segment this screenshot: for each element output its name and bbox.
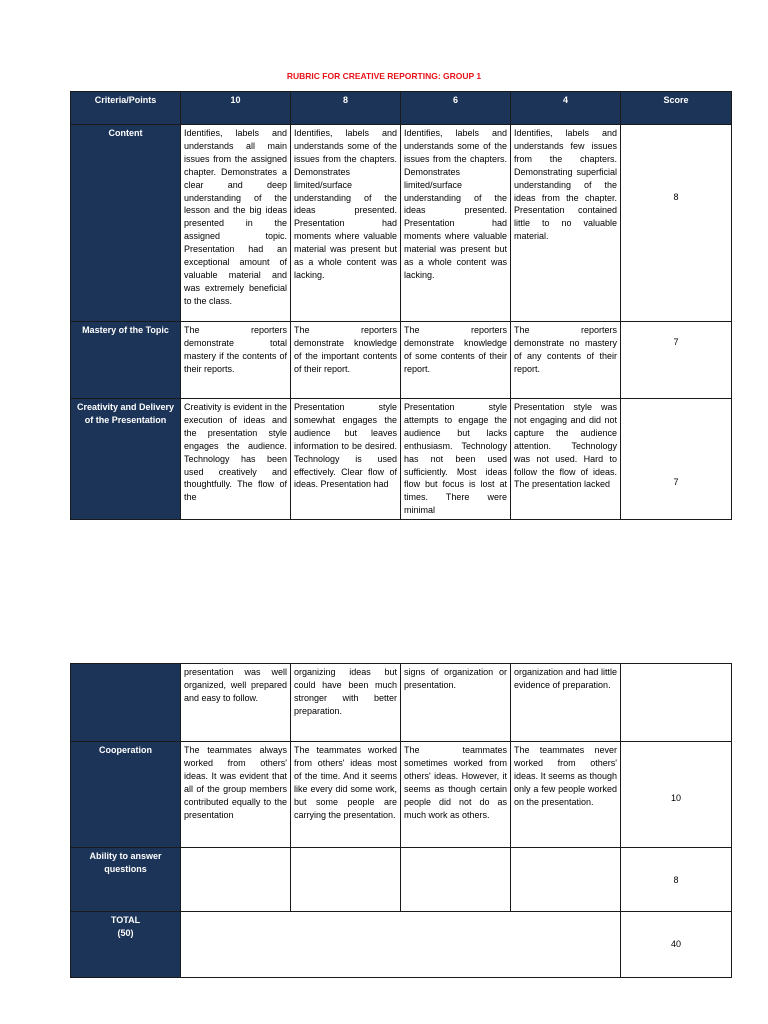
questions-4 xyxy=(511,848,621,912)
creativity-cont-4: organization and had little evidence of preparation. xyxy=(511,664,621,742)
content-10: Identifies, labels and understands all main issues from the assigned chapter. Demonstrates a clear and deep understanding of the lesson and the big ideas presented in the assigned topic. Presentation had an exceptional amount of valuable material and was extremely beneficial to the class. xyxy=(181,125,291,322)
rubric-table-page2 xyxy=(70,663,732,978)
score-creativity-continued xyxy=(621,664,732,742)
mastery-10: The reporters demonstrate total mastery if the contents of their reports. xyxy=(181,322,291,399)
header-score: Score xyxy=(621,92,732,125)
table-row xyxy=(71,399,732,520)
cooperation-8: The teammates worked from others' ideas most of the time. And it seems like every did some work, but some people are carrying the presentation. xyxy=(291,742,401,848)
table-row xyxy=(71,664,732,742)
header-10: 10 xyxy=(181,92,291,125)
criteria-questions: Ability to answer questions xyxy=(71,848,181,912)
creativity-8: Presentation style somewhat engages the audience but leaves information to be desired. Technology is used effectively. Clear flow of ideas. Presentation had xyxy=(291,399,401,520)
table-row xyxy=(71,125,732,322)
cooperation-10: The teammates always worked from others' ideas. It was evident that all of the group members contributed equally to the presentation xyxy=(181,742,291,848)
total-sublabel: (50) xyxy=(117,927,134,938)
mastery-4: The reporters demonstrate no mastery of any contents of their report. xyxy=(511,322,621,399)
score-creativity: 7 xyxy=(621,399,732,520)
total-label-cell xyxy=(71,912,181,978)
total-blank xyxy=(181,912,621,978)
criteria-content: Content xyxy=(71,125,181,322)
score-cooperation: 10 xyxy=(621,742,732,848)
rubric-table-page1 xyxy=(70,91,732,520)
header-row xyxy=(71,92,732,125)
questions-8 xyxy=(291,848,401,912)
total-label: TOTAL xyxy=(110,915,141,925)
header-8: 8 xyxy=(291,92,401,125)
table-row xyxy=(71,848,732,912)
creativity-cont-8: organizing ideas but could have been much stronger with better preparation. xyxy=(291,664,401,742)
creativity-4: Presentation style was not engaging and did not capture the audience attention. Technology was not used. Hard to follow the flow of ideas. The presentation lacked xyxy=(511,399,621,520)
creativity-6: Presentation style attempts to engage the audience but lacks enthusiasm. Technology has not been used sufficiently. Most ideas flow but focus is lost at times. There were minimal xyxy=(401,399,511,520)
criteria-creativity-continued xyxy=(71,664,181,742)
content-6: Identifies, labels and understands some of the issues from the chapters. Demonstrates limited/surface understanding of the ideas presented. Presentation had moments where valuable material was present but as a whole content was lacking. xyxy=(401,125,511,322)
header-4: 4 xyxy=(511,92,621,125)
questions-6 xyxy=(401,848,511,912)
mastery-6: The reporters demonstrate knowledge of some contents of their report. xyxy=(401,322,511,399)
criteria-mastery: Mastery of the Topic xyxy=(71,322,181,399)
content-8: Identifies, labels and understands some of the issues from the chapters. Demonstrates limited/surface understanding of the ideas presented. Presentation had moments where valuable material was present but as a whole content was lacking. xyxy=(291,125,401,322)
criteria-cooperation: Cooperation xyxy=(71,742,181,848)
score-total: 40 xyxy=(621,912,732,978)
header-6: 6 xyxy=(401,92,511,125)
content-4: Identifies, labels and understands few issues from the chapters. Demonstrating superficial understanding of the ideas from the chapter. Presentation contained little to no valuable material. xyxy=(511,125,621,322)
total-row xyxy=(71,912,732,978)
table-row xyxy=(71,322,732,399)
cooperation-6: The teammates sometimes worked from others' ideas. However, it seems as though certain people did not do as much work as others. xyxy=(401,742,511,848)
score-content: 8 xyxy=(621,125,732,322)
table-row xyxy=(71,742,732,848)
score-questions: 8 xyxy=(621,848,732,912)
cooperation-4: The teammates never worked from others' ideas. It seems as though only a few people worked on the presentation. xyxy=(511,742,621,848)
score-mastery: 7 xyxy=(621,322,732,399)
header-criteria: Criteria/Points xyxy=(71,92,181,125)
questions-10 xyxy=(181,848,291,912)
creativity-cont-6: signs of organization or presentation. xyxy=(401,664,511,742)
rubric-title: RUBRIC FOR CREATIVE REPORTING: GROUP 1 xyxy=(286,71,482,81)
criteria-creativity: Creativity and Delivery of the Presentation xyxy=(71,399,181,520)
creativity-cont-10: presentation was well organized, well prepared and easy to follow. xyxy=(181,664,291,742)
mastery-8: The reporters demonstrate knowledge of the important contents of their report. xyxy=(291,322,401,399)
creativity-10: Creativity is evident in the execution of ideas and the presentation style engages the audience. Technology has been used creatively and thoughtfully. The flow of the xyxy=(181,399,291,520)
